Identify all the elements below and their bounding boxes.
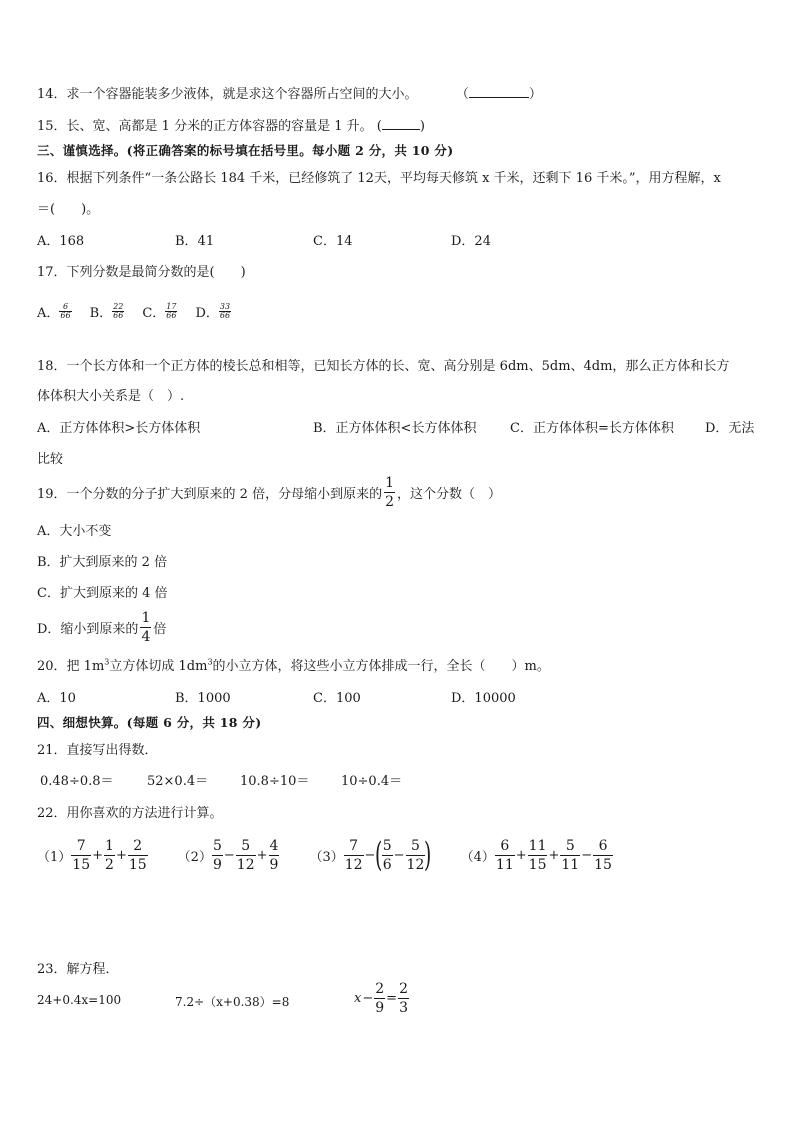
right-paren-icon: ) (424, 835, 432, 875)
answer-blank-15[interactable] (382, 129, 420, 130)
q20-option-c[interactable]: C．100 (313, 691, 361, 706)
question-19: 19．一个分数的分子扩大到原来的 2 倍，分母缩小到原来的 $\frac{1}{2}$ ，这个分数（ ） (37, 475, 502, 510)
question-16-line1: 16．根据下列条件“一条公路长 184 千米，已经修筑了 12天，平均每天修筑 x 千米，还剩下 16 千米。”，用方程解，x (37, 171, 721, 186)
q16-option-c[interactable]: C．14 (313, 234, 353, 249)
q21-item-2: 52×0.4＝ (147, 774, 209, 789)
q23-equation-2: 7.2÷（x+0.38）=8 (175, 995, 290, 1009)
q17-option-a[interactable]: A． $\frac{6}{66}$ (37, 302, 71, 321)
fraction: $\frac{17}{66}$ (166, 302, 177, 320)
question-19-text: 19．一个分数的分子扩大到原来的 2 倍，分母缩小到原来的 (37, 487, 383, 502)
fraction: $\frac{1}{2}$ (385, 475, 394, 510)
answer-blank-14[interactable] (469, 97, 529, 98)
q17-option-c[interactable]: C． $\frac{17}{66}$ (142, 302, 177, 321)
q19-option-d[interactable]: D．缩小到原来的 $\frac{1}{4}$ 倍 (37, 610, 167, 645)
question-21-text: 21．直接写出得数． (37, 743, 158, 758)
q19-option-a[interactable]: A．大小不变 (37, 524, 112, 539)
q19-option-b[interactable]: B．扩大到原来的 2 倍 (37, 555, 168, 570)
q18-option-c[interactable]: C．正方体体积=长方体体积 (510, 421, 674, 436)
q20-option-a[interactable]: A．10 (37, 691, 76, 706)
question-18-line1: 18．一个长方体和一个正方体的棱长总和相等，已知长方体的长、宽、高分别是 6dm、5dm、4dm，那么正方体和长方 (37, 359, 730, 374)
q21-item-1: 0.48÷0.8＝ (40, 774, 114, 789)
question-15-text: 15．长、宽、高都是 1 分米的正方体容器的容量是 1 升。 (37, 119, 373, 134)
q16-option-a[interactable]: A．168 (37, 234, 85, 249)
q22-expressions (37, 835, 613, 875)
question-14-text: 14．求一个容器能装多少液体，就是求这个容器所占空间的大小。 (37, 87, 418, 102)
q16-option-d[interactable]: D．24 (451, 234, 491, 249)
q17-option-b[interactable]: B． $\frac{22}{66}$ (89, 302, 124, 321)
q18-option-b[interactable]: B．正方体体积<长方体体积 (313, 421, 477, 436)
question-17-text: 17．下列分数是最简分数的是( ) (37, 265, 246, 280)
question-23-text: 23．解方程． (37, 962, 119, 977)
fraction: $\frac{6}{66}$ (60, 302, 71, 320)
q22-expression-2: （2） $\frac{5}{9}$ − $\frac{5}{12}$ + $\frac{4}{9}$ (177, 837, 279, 873)
question-20: 20．把 $1m^3$立方体切成 $1dm^3$的小立方体，将这些小立方体排成一行，全长（ ）m。 (37, 657, 550, 674)
q22-expression-4: （4） $\frac{6}{11}$ + $\frac{11}{15}$ + $\frac{5}{11}$ − $\frac{6}{15}$ (460, 837, 612, 873)
q18-option-d-wrap: 比较 (37, 452, 64, 467)
q22-expression-3: （3） $\frac{7}{12}$ − ( $\frac{5}{6}$ − $\frac{5}{12}$ ) (309, 835, 432, 875)
q22-expression-1: （1） $\frac{7}{15}$ + $\frac{1}{2}$ + $\frac{2}{15}$ (37, 837, 147, 873)
q18-option-a[interactable]: A．正方体体积>长方体体积 (37, 421, 201, 436)
q23-equation-1: 24+0.4x=100 (37, 993, 122, 1007)
question-18-line2: 体体积大小关系是（ ）. (37, 389, 185, 404)
section-4-title: 四、细想快算。(每题 6 分，共 18 分) (37, 715, 262, 730)
q17-options (37, 302, 231, 321)
question-14: 14．求一个容器能装多少液体，就是求这个容器所占空间的大小。 （ ） (37, 87, 542, 102)
section-3-title: 三、谨慎选择。(将正确答案的标号填在括号里。每小题 2 分，共 10 分) (37, 143, 454, 158)
left-paren-icon: ( (375, 835, 383, 875)
q21-item-4: 10÷0.4＝ (341, 774, 403, 789)
q20-option-d[interactable]: D．10000 (451, 691, 516, 706)
q23-equation-3: x − $\frac{2}{9}$ = $\frac{2}{3}$ (354, 981, 408, 1016)
q17-option-d[interactable]: D． $\frac{33}{66}$ (195, 302, 231, 321)
q18-option-d[interactable]: D．无法 (705, 421, 755, 436)
question-16-line2: ＝( )。 (37, 202, 100, 217)
fraction: $\frac{33}{66}$ (219, 302, 231, 320)
q20-option-b[interactable]: B．1000 (175, 691, 231, 706)
question-15: 15．长、宽、高都是 1 分米的正方体容器的容量是 1 升。 ( ) (37, 119, 425, 134)
q21-item-3: 10.8÷10＝ (240, 774, 310, 789)
q19-option-c[interactable]: C．扩大到原来的 4 倍 (37, 586, 168, 601)
q16-option-b[interactable]: B．41 (175, 234, 215, 249)
fraction: $\frac{1}{4}$ (141, 610, 151, 645)
fraction: $\frac{22}{66}$ (113, 302, 124, 320)
question-22-text: 22．用你喜欢的方法进行计算。 (37, 806, 223, 821)
